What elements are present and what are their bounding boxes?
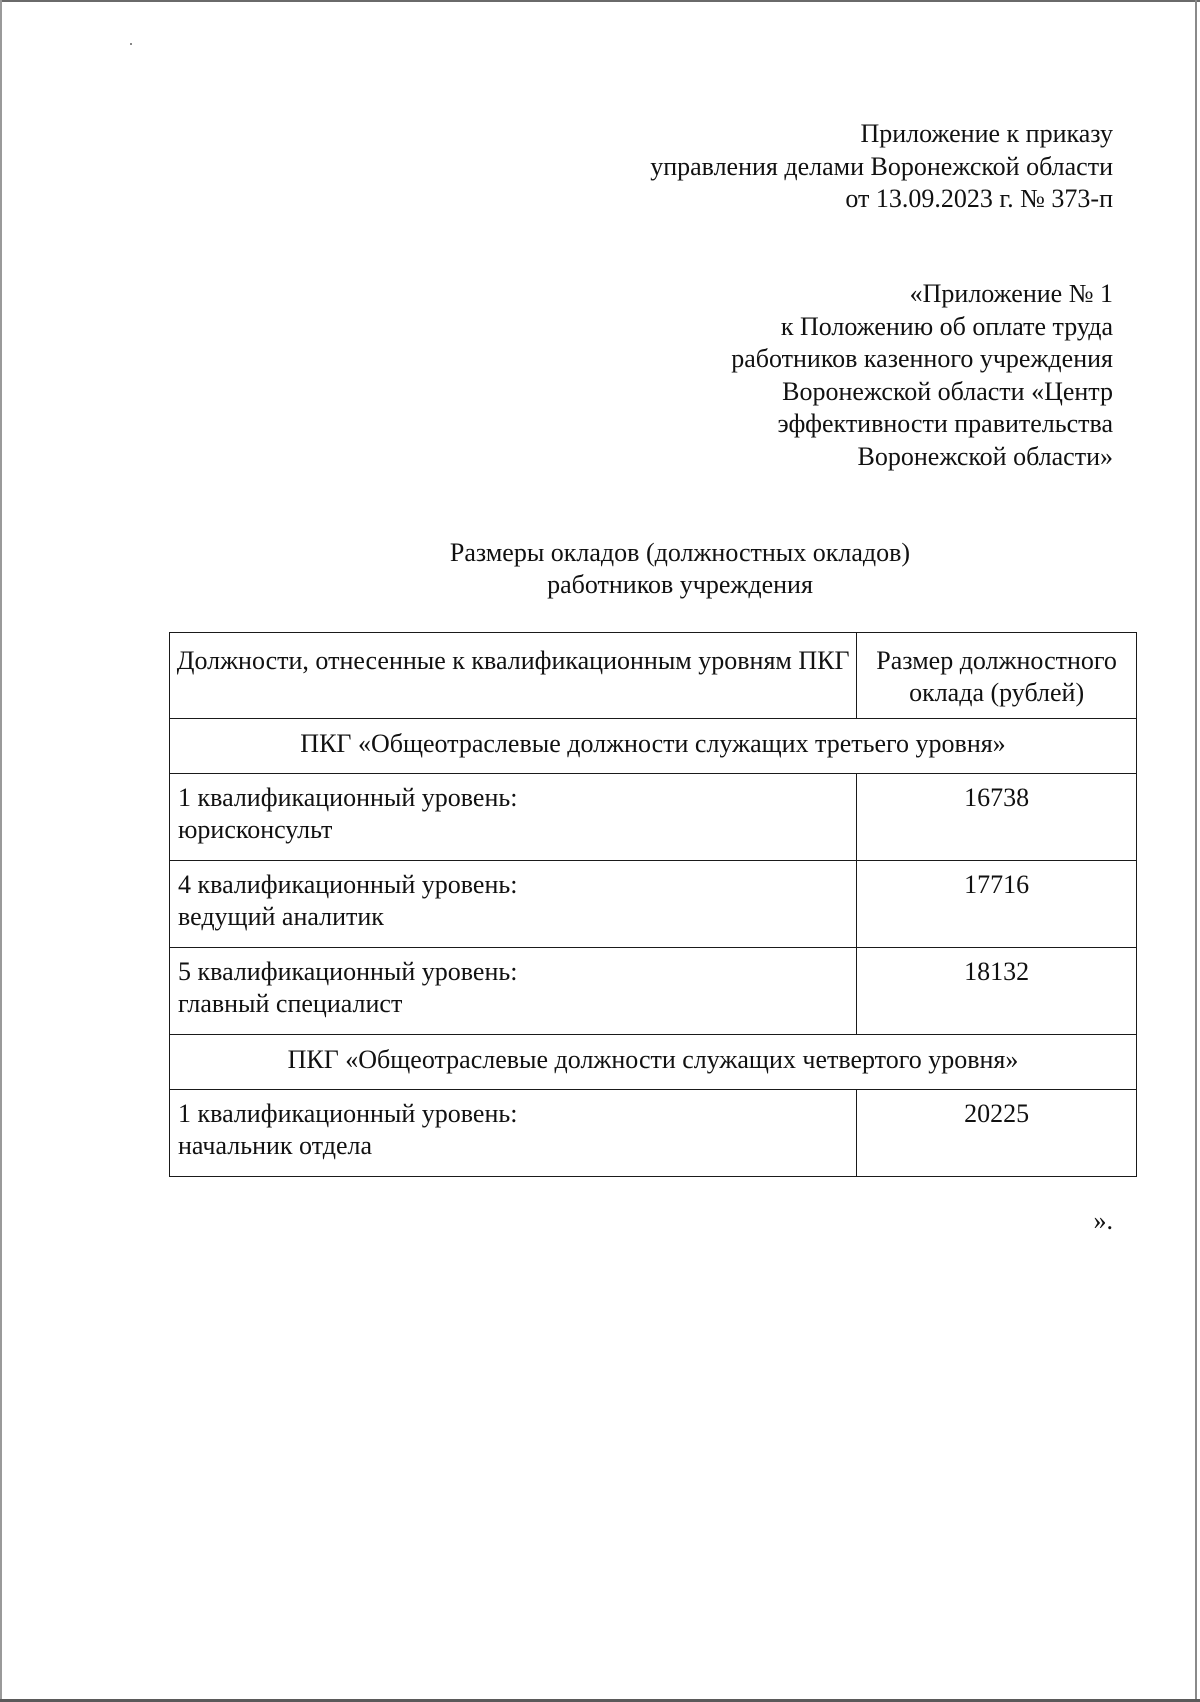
position-cell bbox=[170, 1090, 857, 1177]
annex-line: Воронежской области «Центр bbox=[782, 376, 1113, 406]
group-header-row bbox=[170, 719, 1137, 774]
order-reference bbox=[650, 118, 1113, 216]
table-header-row bbox=[170, 633, 1137, 719]
position-cell bbox=[170, 948, 857, 1035]
position-name: главный специалист bbox=[178, 989, 403, 1018]
table-row bbox=[170, 1090, 1137, 1177]
table-row bbox=[170, 861, 1137, 948]
annex-line: «Приложение № 1 bbox=[909, 279, 1113, 308]
title-line: Размеры окладов (должностных окладов) bbox=[449, 538, 911, 567]
salary-cell: 20225 bbox=[857, 1090, 1137, 1177]
document-title bbox=[170, 537, 1190, 601]
annex-line: Воронежской области» bbox=[857, 441, 1113, 471]
annex-line: работников казенного учреждения bbox=[731, 344, 1113, 373]
salary-table bbox=[169, 632, 1137, 1177]
scan-border-top bbox=[0, 0, 1200, 2]
table-row bbox=[170, 774, 1137, 861]
scan-border-right bbox=[1195, 0, 1197, 1702]
group-header-row bbox=[170, 1035, 1137, 1090]
position-column-header bbox=[170, 633, 857, 719]
salary-cell: 16738 bbox=[857, 774, 1137, 861]
group-title: ПКГ «Общеотраслевые должности служащих третьего уровня» bbox=[170, 719, 1137, 774]
salary-column-header bbox=[857, 633, 1137, 719]
position-name: начальник отдела bbox=[178, 1131, 373, 1160]
scan-speck bbox=[130, 43, 132, 45]
qualification-level: 1 квалификационный уровень: bbox=[178, 1099, 518, 1128]
title-line: работников учреждения bbox=[547, 570, 813, 599]
qualification-level: 4 квалификационный уровень: bbox=[178, 870, 518, 899]
position-name: юрисконсульт bbox=[178, 815, 333, 844]
group-title: ПКГ «Общеотраслевые должности служащих четвертого уровня» bbox=[170, 1035, 1137, 1090]
qualification-level: 5 квалификационный уровень: bbox=[178, 957, 518, 986]
position-cell bbox=[170, 774, 857, 861]
qualification-level: 1 квалификационный уровень: bbox=[178, 783, 518, 812]
order-line: Приложение к приказу bbox=[860, 119, 1113, 148]
annex-line: к Положению об оплате труда bbox=[780, 311, 1113, 341]
position-cell bbox=[170, 861, 857, 948]
scan-border-left bbox=[0, 0, 2, 1702]
position-column-header-text: Должности, отнесенные к квалификационным уровням ПКГ bbox=[176, 646, 850, 675]
salary-cell: 17716 bbox=[857, 861, 1137, 948]
closing-quote: ». bbox=[1093, 1206, 1113, 1235]
table-row bbox=[170, 948, 1137, 1035]
position-name: ведущий аналитик bbox=[178, 902, 384, 931]
salary-column-header-text: Размер должностного оклада (рублей) bbox=[876, 646, 1117, 707]
order-line: управления делами Воронежской области bbox=[650, 151, 1113, 181]
annex-reference bbox=[731, 278, 1113, 473]
salary-cell: 18132 bbox=[857, 948, 1137, 1035]
order-line: от 13.09.2023 г. № 373-п bbox=[845, 184, 1113, 213]
annex-line: эффективности правительства bbox=[777, 409, 1113, 438]
